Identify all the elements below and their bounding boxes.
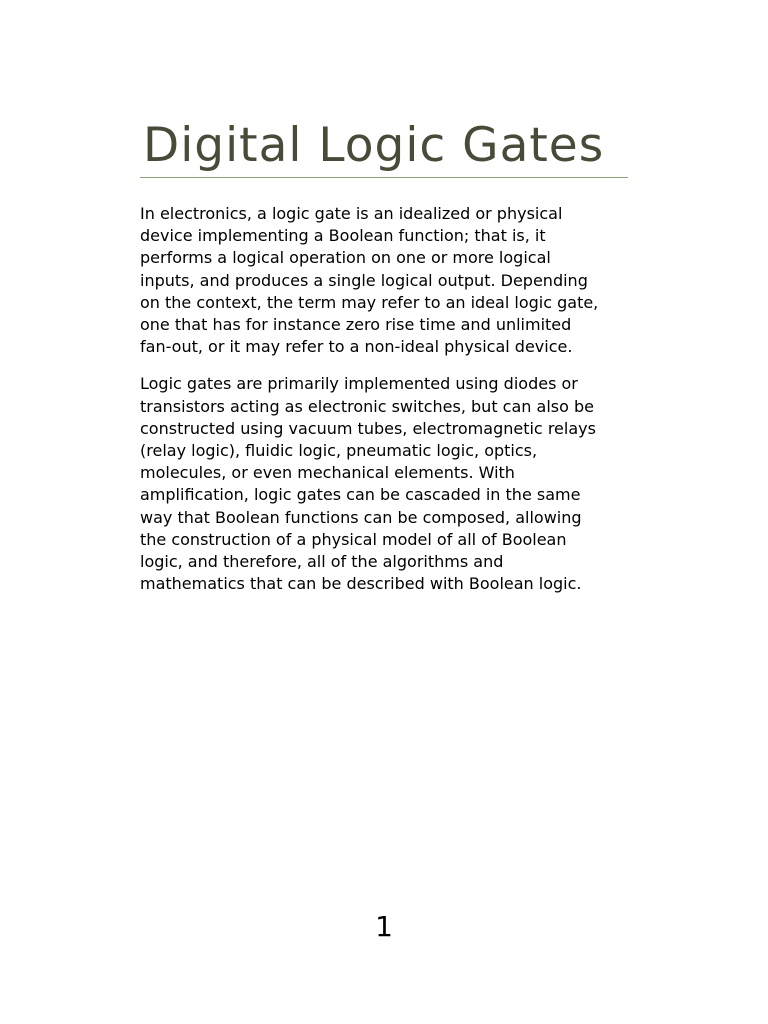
paragraph-1	[140, 203, 635, 358]
text-line: logic, and therefore, all of the algorithms and	[140, 552, 504, 572]
text-line: performs a logical operation on one or more logical	[140, 248, 551, 268]
title-divider	[140, 177, 628, 178]
text-line: constructed using vacuum tubes, electromagnetic relays	[140, 418, 596, 438]
text-line: fan-out, or it may refer to a non-ideal physical device.	[140, 337, 573, 357]
text-line: one that has for instance zero rise time and unlimited	[140, 315, 572, 335]
text-line: transistors acting as electronic switches, but can also be	[140, 396, 594, 416]
text-line: inputs, and produces a single logical output. Depending	[140, 270, 588, 290]
page-title: Digital Logic Gates	[143, 118, 605, 173]
text-line: Logic gates are primarily implemented using diodes or	[140, 374, 578, 394]
text-line: In electronics, a logic gate is an idealized or physical	[140, 204, 563, 223]
text-line: device implementing a Boolean function; that is, it	[140, 226, 546, 246]
text-line: molecules, or even mechanical elements. With	[140, 463, 515, 483]
text-line: amplification, logic gates can be cascaded in the same	[140, 485, 581, 505]
text-line: (relay logic), fluidic logic, pneumatic logic, optics,	[140, 441, 538, 461]
text-line: mathematics that can be described with Boolean logic.	[140, 574, 582, 594]
paragraph-2	[140, 373, 635, 595]
text-line: on the context, the term may refer to an ideal logic gate,	[140, 292, 599, 312]
page-number: 1	[375, 910, 393, 943]
document-body	[140, 203, 635, 610]
text-line: the construction of a physical model of all of Boolean	[140, 529, 567, 549]
text-line: way that Boolean functions can be composed, allowing	[140, 507, 582, 527]
